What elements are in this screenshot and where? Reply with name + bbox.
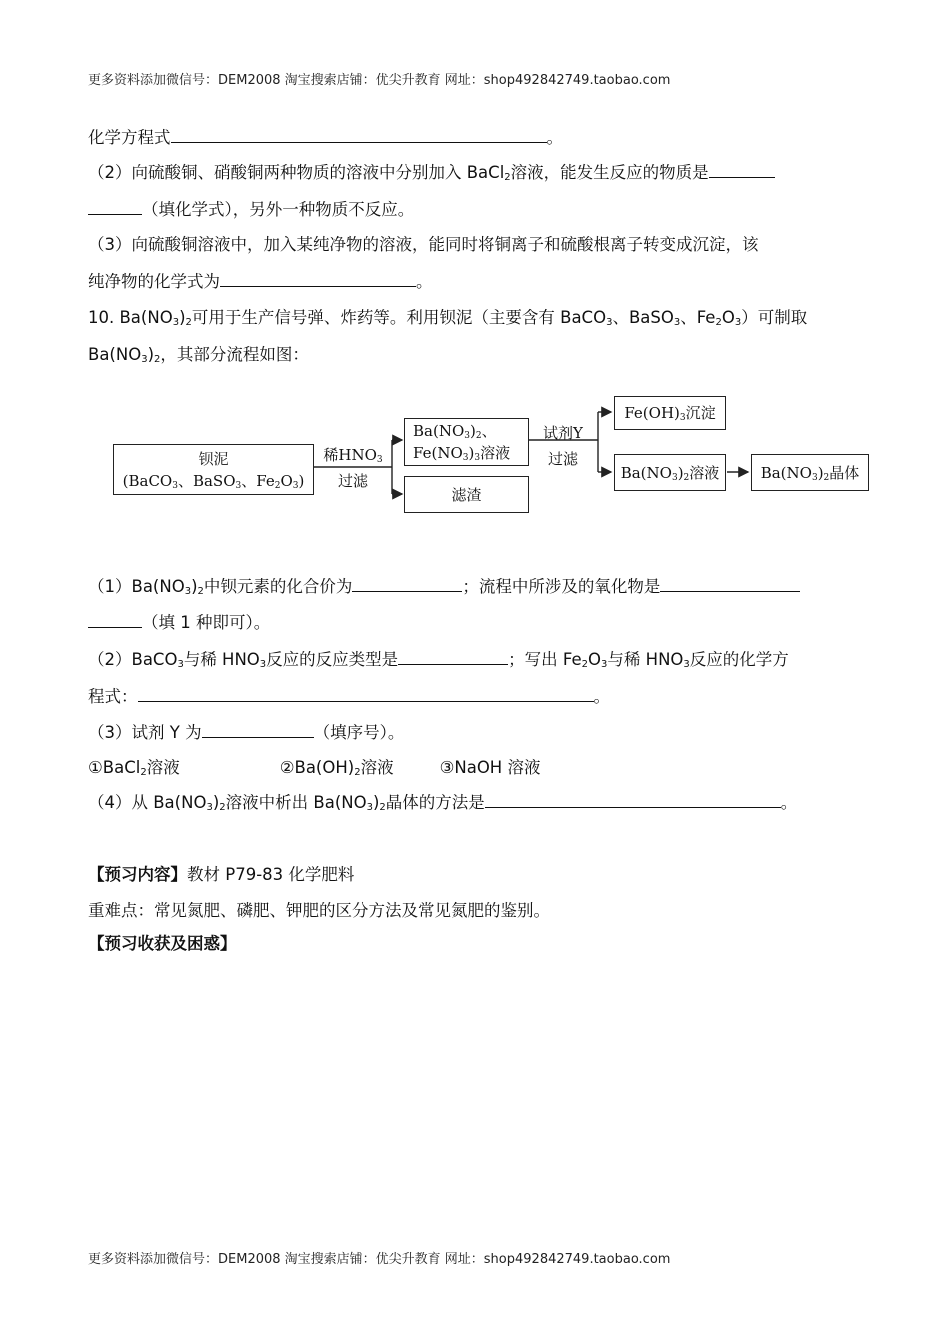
page-header: 更多资料添加微信号：DEM2008 淘宝搜索店铺：优尖升教育 网址：shop492842749.taobao.com (88, 73, 671, 88)
key-points-line: 重难点：常见氮肥、磷肥、钾肥的区分方法及常见氮肥的鉴别。 (88, 901, 550, 920)
option-2[interactable]: $②Ba(OH)_2$溶液 (279, 758, 394, 778)
q9-equation-label: 化学方程式 (88, 128, 171, 147)
subscript: 3 (601, 659, 608, 670)
q10-text: ) (212, 793, 220, 812)
q10-text: （填序号）。 (313, 723, 405, 742)
preview-content-line (88, 863, 354, 887)
option-1[interactable]: ①BaCl$_2$溶液 (88, 758, 180, 778)
subscript: 3 (206, 802, 213, 813)
q10-text: 与稀 HNO (607, 650, 684, 669)
q10-text: ）可制取 (741, 308, 808, 327)
q10-part4-line: （4）从 $Ba(NO_3)_2$溶液中析出 $Ba(NO_3)_2$晶体的方法是 。 (88, 793, 798, 813)
q10-text: 可用于生产信号弹、炸药等。利用钡泥（主要含有 BaCO (191, 308, 607, 327)
q10-part2-line1 (88, 648, 789, 672)
q10-text: ) (147, 345, 155, 364)
q10-text: ) (191, 577, 198, 596)
q10-text: （4）从 Ba(NO (88, 793, 207, 812)
option-3[interactable]: ③NaOH 溶液 (439, 758, 541, 777)
q10-part1-line1 (88, 575, 800, 599)
subscript: 2 (504, 172, 511, 183)
answer-blank[interactable] (202, 721, 314, 738)
subscript: 3 (734, 317, 742, 328)
q10-text: ；写出 Fe (508, 650, 582, 669)
subscript: 3 (172, 317, 180, 328)
answer-blank[interactable] (138, 685, 594, 702)
acid-label: 稀HNO3 (323, 446, 383, 465)
q10-text: （1）Ba(NO (88, 577, 185, 596)
q10-text: 与稀 HNO (183, 650, 260, 669)
answer-blank[interactable] (352, 575, 462, 592)
subscript: 2 (185, 317, 192, 328)
subscript: 2 (219, 802, 226, 813)
answer-blank[interactable] (485, 791, 781, 808)
q10-text: ，其部分流程如图： (160, 345, 309, 364)
precipitate-box (614, 396, 726, 430)
q9-part2-text: （填化学式），另外一种物质不反应。 (142, 200, 415, 219)
acid-filter-label: 过滤 (337, 472, 368, 490)
q9-part2-text: 溶液，能发生反应的物质是 (510, 163, 709, 182)
q9-part2-text: （2）向硫酸铜、硝酸铜两种物质的溶液中分别加入 BaCl (88, 163, 505, 182)
page-footer: 更多资料添加微信号：DEM2008 淘宝搜索店铺：优尖升教育 网址：shop492842749.taobao.com (88, 1252, 671, 1267)
q10-text: O (588, 650, 602, 669)
q10-text: ) (179, 308, 186, 327)
barium-mud-content: (BaCO3、BaSO3、Fe2O3) (122, 471, 305, 491)
q10-text: 、Fe (680, 308, 716, 327)
q10-text: ；流程中所涉及的氧化物是 (462, 577, 661, 596)
subscript: 3 (141, 354, 148, 365)
subscript: 3 (184, 586, 192, 597)
q10-part1-line2 (88, 611, 270, 635)
q10-text: （2）BaCO (88, 650, 178, 669)
q10-text: 中钡元素的化合价为 (203, 577, 353, 596)
barium-mud-box (113, 444, 314, 495)
answer-blank[interactable] (88, 611, 142, 628)
q9-part3-line2: 纯净物的化学式为 。 (88, 272, 433, 291)
subscript: 3 (177, 659, 184, 670)
barium-nitrate-solution-box (614, 454, 726, 491)
subscript: 2 (379, 802, 386, 813)
preview-content-text: 教材 P79-83 化学肥料 (187, 865, 355, 884)
q10-text: 程式： (88, 687, 138, 706)
subscript: 2 (715, 317, 722, 328)
filtrate-solution-box (404, 418, 529, 466)
q10-text: 10. Ba(NO (88, 308, 173, 327)
barium-nitrate-crystal-text: Ba(NO3)2晶体 (760, 463, 860, 483)
answer-blank[interactable] (660, 575, 800, 592)
q10-options-line (88, 756, 540, 780)
q9-part3-line1: （3）向硫酸铜溶液中，加入某纯净物的溶液，能同时将铜离子和硫酸根离子转变成沉淀，该 (88, 235, 759, 254)
q10-text: 反应的反应类型是 (266, 650, 399, 669)
q10-part2-line2: 程式： 。 (88, 687, 610, 706)
barium-nitrate-solution-text: Ba(NO3)2溶液 (620, 463, 720, 483)
subscript: 2 (154, 354, 161, 365)
q10-text: （3）试剂 Y 为 (88, 723, 202, 742)
q9-part3-text: 纯净物的化学式为 (88, 272, 220, 291)
subscript: 2 (197, 586, 204, 597)
q10-text: 、BaSO (612, 308, 674, 327)
q10-text: （填 1 种即可）。 (142, 613, 271, 632)
q10-text: O (721, 308, 735, 327)
flowchart (0, 0, 950, 560)
q10-text: Ba(NO (88, 345, 142, 364)
residue-box: 滤渣 (404, 476, 529, 513)
subscript: 2 (581, 659, 589, 670)
q10-text: 溶液中析出 Ba(NO (225, 793, 367, 812)
reagent-filter-label: 过滤 (547, 450, 578, 468)
q10-text: 反应的化学方 (689, 650, 789, 669)
barium-nitrate-crystal-box (751, 454, 869, 491)
subscript: 3 (366, 802, 373, 813)
q10-text: 晶体的方法是 (385, 793, 485, 812)
preview-content-heading: 【预习内容】 (88, 865, 187, 884)
filtrate-line2: Fe(NO3)3溶液 (413, 444, 511, 463)
preview-harvest-heading: 【预习收获及困惑】 (88, 934, 237, 953)
q10-part3-line (88, 721, 404, 745)
precipitate-text: Fe(OH)3沉淀 (624, 404, 716, 423)
barium-mud-title: 钡泥 (198, 449, 229, 468)
subscript: 3 (606, 317, 613, 328)
subscript: 3 (683, 659, 690, 670)
subscript: 3 (673, 317, 681, 328)
reagent-y-label: 试剂Y (543, 424, 583, 442)
filtrate-line1: Ba(NO3)2、 (413, 422, 497, 441)
subscript: 3 (259, 659, 267, 670)
q10-text: ) (372, 793, 380, 812)
q9-equation-line: 化学方程式 。 (88, 128, 563, 147)
answer-blank[interactable] (398, 648, 508, 665)
